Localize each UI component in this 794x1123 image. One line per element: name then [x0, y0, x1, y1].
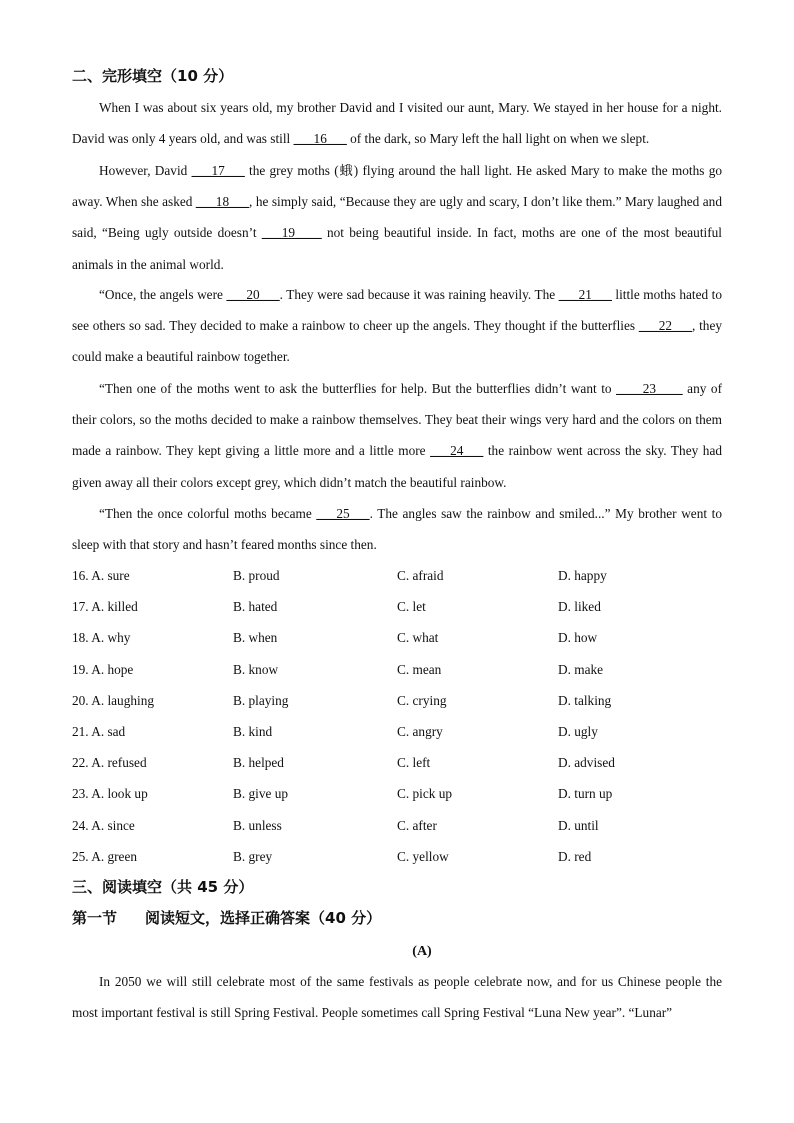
option-row [72, 784, 722, 804]
answer-option: D. talking [558, 692, 612, 708]
answer-option: C. angry [397, 724, 443, 739]
paragraph-text: the rainbow went across the sky. They had given away all their colors except grey, which didn’t match the beautiful rainbow. [72, 443, 722, 490]
cloze-blank: ___19____ [261, 225, 322, 241]
answer-option: 19. A. hope [72, 661, 134, 677]
option-row [72, 628, 722, 648]
answer-option: B. unless [233, 817, 282, 833]
cloze-paragraph-2 [72, 155, 722, 280]
paragraph-text: not being beautiful inside. In fact, moths are one of the most beautiful animals in the animal world. [72, 225, 722, 272]
answer-option: D. how [558, 630, 598, 646]
paragraph-text: the grey moths (蛾) flying around the hall light. He asked Mary to make the moths go away. When she asked [72, 163, 723, 210]
reading-section-heading: 三、阅读填空（共 45 分） [72, 878, 254, 896]
cloze-blank: ___25___ [316, 506, 370, 521]
answer-option: D. red [558, 848, 592, 864]
paragraph-text: , he simply said, “Because they are ugly and scary, I don’t like them.” Mary laughed and said, “Being ugly outside doesn’t [72, 194, 722, 241]
answer-option: 21. A. sad [72, 724, 126, 739]
answer-option: 22. A. refused [72, 755, 147, 771]
answer-option: B. grey [233, 848, 273, 864]
answer-option: 20. A. laughing [72, 692, 154, 708]
answer-option: C. yellow [397, 848, 449, 864]
answer-option: B. when [233, 630, 278, 646]
paragraph-text: “Then the once colorful moths became [99, 506, 317, 521]
paragraph-text: “Then one of the moths went to ask the butterflies for help. But the butterflies didn’t want to [99, 381, 617, 396]
passage-a-text: In 2050 we will still celebrate most of the same festivals as people celebrate now, and for us Chinese people the most important festival is still Spring Festival. People sometimes call Spring Festival “Luna New year”. “Lunar” [72, 974, 722, 1021]
cloze-paragraph-3 [72, 279, 722, 373]
answer-option: C. afraid [397, 568, 444, 583]
passage-label: (A) [412, 944, 432, 959]
answer-option: 18. A. why [72, 630, 131, 646]
cloze-blank: ___16___ [293, 131, 347, 147]
option-row [72, 660, 722, 680]
answer-option: 17. A. killed [72, 599, 138, 615]
answer-option: B. proud [233, 568, 280, 583]
answer-option: D. ugly [558, 724, 598, 739]
cloze-blank: ___20___ [226, 287, 280, 302]
answer-option: B. hated [233, 599, 278, 615]
option-row [72, 597, 722, 617]
option-row [72, 847, 722, 867]
answer-option: B. kind [233, 724, 273, 739]
answer-option: D. turn up [558, 786, 613, 802]
answer-option: D. until [558, 817, 599, 833]
answer-option: B. give up [233, 786, 289, 802]
paragraph-text: When I was about six years old, my brother David and I visited our aunt, Mary. We stayed in her house for a night. David was only 4 years old, and was still [72, 100, 722, 147]
answer-option: C. pick up [397, 786, 453, 802]
option-row [72, 691, 722, 711]
answer-option: D. liked [558, 599, 601, 615]
answer-option: C. mean [397, 661, 442, 677]
paragraph-text: , they could make a beautiful rainbow together. [72, 318, 722, 365]
cloze-blank: ___18___ [195, 194, 250, 210]
paragraph-text: any of their colors, so the moths decided to make a rainbow themselves. They beat their wings very hard and the colors on them made a rainbow. They kept giving a little more and a little more [72, 381, 722, 459]
answer-option: D. happy [558, 568, 607, 583]
answer-option: B. helped [233, 755, 284, 771]
answer-option: C. what [397, 630, 439, 646]
answer-option: 25. A. green [72, 848, 137, 864]
paragraph-text: . The angles saw the rainbow and smiled...” My brother went to sleep with that story and hasn’t feared months since then. [72, 506, 722, 553]
answer-option: 16. A. sure [72, 568, 130, 583]
paragraph-text: . They were sad because it was raining heavily. The [279, 287, 559, 302]
subsection-label: 第一节 [72, 909, 118, 927]
answer-option: B. playing [233, 692, 289, 708]
option-row [72, 722, 722, 742]
cloze-blank: ___17___ [191, 163, 245, 178]
cloze-blank: ___24___ [430, 443, 484, 459]
answer-option: C. after [397, 817, 437, 833]
answer-option: C. left [397, 755, 431, 771]
cloze-paragraph-4 [72, 373, 722, 498]
paragraph-text: little moths hated to see others so sad. They decided to make a rainbow to cheer up the angels. They thought if the butterflies [72, 287, 722, 334]
option-row [72, 566, 722, 586]
answer-option: B. know [233, 661, 279, 677]
paragraph-text: However, David [99, 163, 192, 178]
answer-option: C. crying [397, 692, 447, 708]
option-row [72, 816, 722, 836]
answer-option: C. let [397, 599, 426, 615]
paragraph-text: “Once, the angels were [99, 287, 227, 302]
paragraph-text: of the dark, so Mary left the hall light on when we slept. [346, 131, 650, 147]
subsection-title: 阅读短文，选择正确答案（40 分） [145, 909, 382, 927]
cloze-paragraph-1 [72, 92, 722, 154]
cloze-section-heading: 二、完形填空（10 分） [72, 67, 234, 85]
option-row [72, 753, 722, 773]
cloze-paragraph-5 [72, 498, 722, 560]
cloze-blank: ____23____ [616, 381, 683, 396]
answer-option: D. advised [558, 755, 615, 771]
cloze-blank: ___21___ [558, 287, 612, 302]
answer-option: 24. A. since [72, 817, 135, 833]
answer-option: D. make [558, 661, 604, 677]
reading-subsection-heading [72, 908, 381, 928]
answer-option: 23. A. look up [72, 786, 148, 802]
cloze-blank: ___22___ [638, 318, 692, 334]
